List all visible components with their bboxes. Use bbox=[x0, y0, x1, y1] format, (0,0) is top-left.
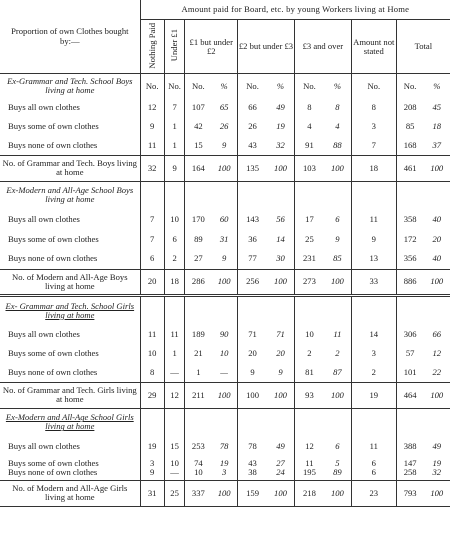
cell: 26 bbox=[219, 121, 229, 132]
cell: 12 bbox=[432, 348, 442, 359]
cell: 103 bbox=[294, 155, 324, 181]
cell: 4 bbox=[294, 117, 324, 136]
cell: 85 bbox=[396, 117, 423, 136]
no-label: No. bbox=[294, 74, 324, 99]
cell: 65 bbox=[219, 102, 229, 113]
cell: 85 bbox=[333, 253, 342, 264]
cell: 286 bbox=[185, 269, 211, 295]
cell: 66 bbox=[238, 98, 268, 117]
cell: 8 bbox=[294, 98, 324, 117]
cell: 1 bbox=[164, 344, 185, 363]
cell: 14 bbox=[351, 325, 396, 344]
cell: 32 bbox=[276, 139, 285, 150]
col-1-2: £1 but under £2 bbox=[185, 20, 238, 74]
cell: 7 bbox=[164, 98, 185, 117]
cell: 3 bbox=[221, 466, 227, 477]
cell: 49 bbox=[276, 440, 285, 451]
pct-label: % bbox=[333, 80, 341, 91]
cell: 23 bbox=[351, 480, 396, 506]
cell: 170 bbox=[185, 209, 211, 229]
cell: 356 bbox=[396, 249, 423, 269]
cell: 306 bbox=[396, 325, 423, 344]
cell: 31 bbox=[219, 233, 229, 244]
row-stub-header: Proportion of own Clothes bought by:— bbox=[11, 26, 129, 46]
cell: 11 bbox=[351, 436, 396, 456]
cell: 464 bbox=[396, 382, 423, 408]
cell: 89 bbox=[185, 229, 211, 249]
total-row bbox=[0, 269, 450, 295]
cell: 29 bbox=[140, 382, 164, 408]
cell: 159 bbox=[238, 480, 268, 506]
cell: 258 bbox=[403, 466, 417, 477]
cell: 358 bbox=[396, 209, 423, 229]
cell: 10 bbox=[164, 209, 185, 229]
cell: 26 bbox=[238, 117, 268, 136]
cell: 5 bbox=[335, 457, 340, 468]
cell: 18 bbox=[432, 121, 442, 132]
cell: 87 bbox=[333, 366, 342, 377]
cell: 11 bbox=[305, 457, 314, 468]
cell: 27 bbox=[185, 249, 211, 269]
cell: 19 bbox=[140, 436, 164, 456]
cell: 56 bbox=[276, 213, 285, 224]
cell: 100 bbox=[217, 487, 231, 498]
cell: 15 bbox=[164, 436, 185, 456]
cell: 107 bbox=[185, 98, 211, 117]
cell: 461 bbox=[396, 155, 423, 181]
cell: 211 bbox=[185, 382, 211, 408]
cell: 13 bbox=[351, 249, 396, 269]
cell: 100 bbox=[274, 389, 287, 400]
cell: 10 bbox=[219, 348, 229, 359]
cell: 147 bbox=[403, 457, 417, 468]
cell: 9 bbox=[351, 229, 396, 249]
cell: 11 bbox=[140, 325, 164, 344]
cell: 20 bbox=[238, 344, 268, 363]
cell: 38 bbox=[248, 466, 257, 477]
cell: 49 bbox=[276, 102, 285, 113]
cell: 195 bbox=[303, 466, 316, 477]
cell: 1 bbox=[185, 363, 211, 382]
col-nothing-paid: Nothing Paid bbox=[140, 20, 164, 74]
row-label: Buys all own clothes bbox=[8, 213, 80, 224]
cell: 78 bbox=[219, 440, 229, 451]
cell: 9 bbox=[140, 117, 164, 136]
cell: 9 bbox=[238, 363, 268, 382]
total-label: No. of Modern and All-Age Girls living at home bbox=[12, 483, 128, 503]
cell: 32 bbox=[140, 155, 164, 181]
cell: 9 bbox=[335, 233, 340, 244]
table-row bbox=[0, 436, 450, 456]
cell: 60 bbox=[219, 213, 229, 224]
cell: 9 bbox=[221, 139, 227, 150]
cell: 253 bbox=[185, 436, 211, 456]
cell: 30 bbox=[276, 253, 285, 264]
cell: 273 bbox=[294, 269, 324, 295]
cell: 8 bbox=[335, 102, 340, 113]
cell: 6 bbox=[371, 466, 376, 477]
cell: 2 bbox=[335, 348, 340, 359]
table-row bbox=[0, 344, 450, 363]
no-label: No. bbox=[396, 74, 423, 99]
cell: 71 bbox=[238, 325, 268, 344]
cell: 100 bbox=[274, 487, 287, 498]
cell: 9 bbox=[221, 253, 227, 264]
cell: 100 bbox=[330, 162, 344, 173]
cell: 3 bbox=[351, 117, 396, 136]
table-row bbox=[0, 229, 450, 249]
cell: 88 bbox=[333, 139, 342, 150]
cell: 24 bbox=[276, 466, 285, 477]
cell: 10 bbox=[170, 457, 179, 468]
cell: 135 bbox=[238, 155, 268, 181]
no-label: No. bbox=[164, 74, 185, 99]
cell: 71 bbox=[276, 329, 285, 340]
row-label: Buys all own clothes bbox=[8, 102, 80, 113]
cell: 164 bbox=[185, 155, 211, 181]
row-label: Buys none of own clothes bbox=[8, 139, 98, 150]
section-title: Ex-Grammar and Tech. School Boys living at home bbox=[7, 76, 133, 96]
cell: 218 bbox=[294, 480, 324, 506]
cell: 337 bbox=[185, 480, 211, 506]
row-label: Buys some of own clothes bbox=[8, 121, 99, 132]
cell: 7 bbox=[140, 209, 164, 229]
cell: 3 bbox=[351, 344, 396, 363]
total-label: No. of Grammar and Tech. Girls living at home bbox=[2, 385, 137, 405]
cell: 93 bbox=[294, 382, 324, 408]
table-row bbox=[0, 209, 450, 229]
cell: 793 bbox=[396, 480, 423, 506]
section-3-header-row bbox=[0, 295, 450, 325]
cell: 11 bbox=[164, 325, 185, 344]
table-row-compressed bbox=[0, 456, 450, 480]
cell: 100 bbox=[238, 382, 268, 408]
pct-label: % bbox=[220, 80, 228, 91]
cell: 27 bbox=[276, 457, 285, 468]
row-label-pair bbox=[0, 456, 140, 480]
cell: 33 bbox=[351, 269, 396, 295]
cell: 77 bbox=[238, 249, 268, 269]
cell: 1 bbox=[164, 136, 185, 155]
cell: 11 bbox=[140, 136, 164, 155]
cell: 2 bbox=[294, 344, 324, 363]
cell: 10 bbox=[140, 344, 164, 363]
cell: 11 bbox=[351, 209, 396, 229]
col-not-stated: Amount not stated bbox=[351, 20, 396, 74]
cell: 10 bbox=[294, 325, 324, 344]
cell: 886 bbox=[396, 269, 423, 295]
table-row bbox=[0, 98, 450, 117]
cell: 9 bbox=[278, 366, 283, 377]
cell: 7 bbox=[351, 136, 396, 155]
cell: — bbox=[164, 363, 185, 382]
cell: 168 bbox=[396, 136, 423, 155]
table-row bbox=[0, 325, 450, 344]
pct-label: % bbox=[276, 80, 285, 91]
table-row bbox=[0, 363, 450, 382]
col-2-3: £2 but under £3 bbox=[238, 20, 295, 74]
cell: 19 bbox=[351, 382, 396, 408]
cell: 7 bbox=[140, 229, 164, 249]
cell: 90 bbox=[219, 329, 229, 340]
cell: 19 bbox=[432, 457, 442, 468]
cell: 36 bbox=[238, 229, 268, 249]
cell: 143 bbox=[238, 209, 268, 229]
cell: 14 bbox=[276, 233, 285, 244]
cell: 6 bbox=[140, 249, 164, 269]
cell: 100 bbox=[430, 162, 444, 173]
cell: 40 bbox=[432, 213, 442, 224]
row-label: Buys some of own clothes bbox=[8, 233, 99, 244]
section-title: Ex- Grammar and Tech. School Girls living at home bbox=[5, 300, 135, 320]
cell: 6 bbox=[335, 213, 340, 224]
cell: 20 bbox=[276, 348, 285, 359]
cell: 17 bbox=[294, 209, 324, 229]
col-3-over: £3 and over bbox=[294, 20, 351, 74]
section-title: Ex-Modern and All-Age School Girls living at home bbox=[5, 412, 134, 432]
col-total: Total bbox=[396, 20, 450, 74]
cell: 4 bbox=[335, 121, 340, 132]
section-4-header-row bbox=[0, 408, 450, 436]
cell: 21 bbox=[185, 344, 211, 363]
cell: 25 bbox=[294, 229, 324, 249]
cell: 15 bbox=[185, 136, 211, 155]
section-2-header-row bbox=[0, 181, 450, 209]
col-under1: Under £1 bbox=[164, 20, 185, 74]
cell: 89 bbox=[333, 466, 342, 477]
no-label: No. bbox=[238, 74, 268, 99]
total-row bbox=[0, 382, 450, 408]
row-label: Buys none of own clothes bbox=[8, 253, 98, 264]
total-row bbox=[0, 155, 450, 181]
cell: — bbox=[170, 466, 179, 477]
cell: 43 bbox=[248, 457, 257, 468]
cell: 12 bbox=[294, 436, 324, 456]
cell: 37 bbox=[432, 139, 442, 150]
cell: 100 bbox=[274, 162, 287, 173]
table-row bbox=[0, 117, 450, 136]
cell: 11 bbox=[333, 329, 342, 340]
cell: 19 bbox=[219, 457, 229, 468]
cell: 9 bbox=[164, 155, 185, 181]
cell: 42 bbox=[185, 117, 211, 136]
cell: 100 bbox=[430, 487, 444, 498]
section-title: Ex-Modern and All-Age School Boys living at home bbox=[6, 185, 134, 205]
total-row bbox=[0, 480, 450, 506]
cell: 1 bbox=[164, 117, 185, 136]
cell: 18 bbox=[351, 155, 396, 181]
cell: 100 bbox=[330, 487, 344, 498]
cell: 31 bbox=[140, 480, 164, 506]
cell: 45 bbox=[432, 102, 442, 113]
cell: 189 bbox=[185, 325, 211, 344]
section-1-header-row bbox=[0, 74, 450, 99]
row-label: Buys some of own clothes bbox=[8, 348, 99, 359]
cell: 100 bbox=[217, 162, 231, 173]
cell: 172 bbox=[396, 229, 423, 249]
row-label: Buys none of own clothes bbox=[8, 366, 98, 377]
cell: 10 bbox=[194, 466, 203, 477]
cell: 3 bbox=[150, 457, 155, 468]
row-label: Buys none of own clothes bbox=[8, 466, 98, 477]
row-label: Buys all own clothes bbox=[8, 329, 80, 340]
cell: 100 bbox=[274, 276, 287, 287]
cell: 8 bbox=[140, 363, 164, 382]
cell: 100 bbox=[330, 389, 344, 400]
cell: 6 bbox=[335, 440, 340, 451]
row-label: Buys all own clothes bbox=[8, 440, 80, 451]
cell: 43 bbox=[238, 136, 268, 155]
cell: 12 bbox=[140, 98, 164, 117]
cell: 100 bbox=[430, 276, 444, 287]
table-row bbox=[0, 136, 450, 155]
no-label: No. bbox=[185, 74, 211, 99]
spanner-header: Amount paid for Board, etc. by young Workers living at Home bbox=[140, 0, 450, 20]
cell: 2 bbox=[164, 249, 185, 269]
cell: 12 bbox=[164, 382, 185, 408]
cell: 81 bbox=[294, 363, 324, 382]
total-label: No. of Modern and All-Age Boys living at home bbox=[12, 271, 128, 291]
cell: 100 bbox=[217, 276, 231, 287]
cell: 49 bbox=[432, 440, 442, 451]
cell: 231 bbox=[294, 249, 324, 269]
no-label: No. bbox=[351, 74, 396, 99]
cell: 9 bbox=[150, 466, 155, 477]
cell: 66 bbox=[432, 329, 442, 340]
table-row bbox=[0, 249, 450, 269]
cell: 22 bbox=[432, 366, 442, 377]
cell: — bbox=[220, 366, 228, 377]
row-label: Buys some of own clothes bbox=[8, 457, 99, 468]
cell: 388 bbox=[396, 436, 423, 456]
cell: 256 bbox=[238, 269, 268, 295]
no-label: No. bbox=[140, 74, 164, 99]
cell: 20 bbox=[140, 269, 164, 295]
cell: 8 bbox=[351, 98, 396, 117]
cell: 20 bbox=[432, 233, 442, 244]
cell: 6 bbox=[164, 229, 185, 249]
cell: 101 bbox=[396, 363, 423, 382]
cell: 100 bbox=[330, 276, 344, 287]
cell: 91 bbox=[294, 136, 324, 155]
pct-label: % bbox=[433, 80, 441, 91]
cell: 100 bbox=[430, 389, 444, 400]
cell: 18 bbox=[164, 269, 185, 295]
cell: 25 bbox=[164, 480, 185, 506]
cell: 78 bbox=[238, 436, 268, 456]
cell: 57 bbox=[396, 344, 423, 363]
cell: 74 bbox=[194, 457, 203, 468]
cell: 40 bbox=[432, 253, 442, 264]
header-row-1 bbox=[0, 0, 450, 20]
cell: 2 bbox=[351, 363, 396, 382]
cell: 208 bbox=[396, 98, 423, 117]
cell: 6 bbox=[371, 457, 376, 468]
cell: 32 bbox=[432, 466, 442, 477]
cell: 100 bbox=[217, 389, 231, 400]
total-label: No. of Grammar and Tech. Boys living at home bbox=[2, 158, 137, 178]
cell: 19 bbox=[276, 121, 285, 132]
